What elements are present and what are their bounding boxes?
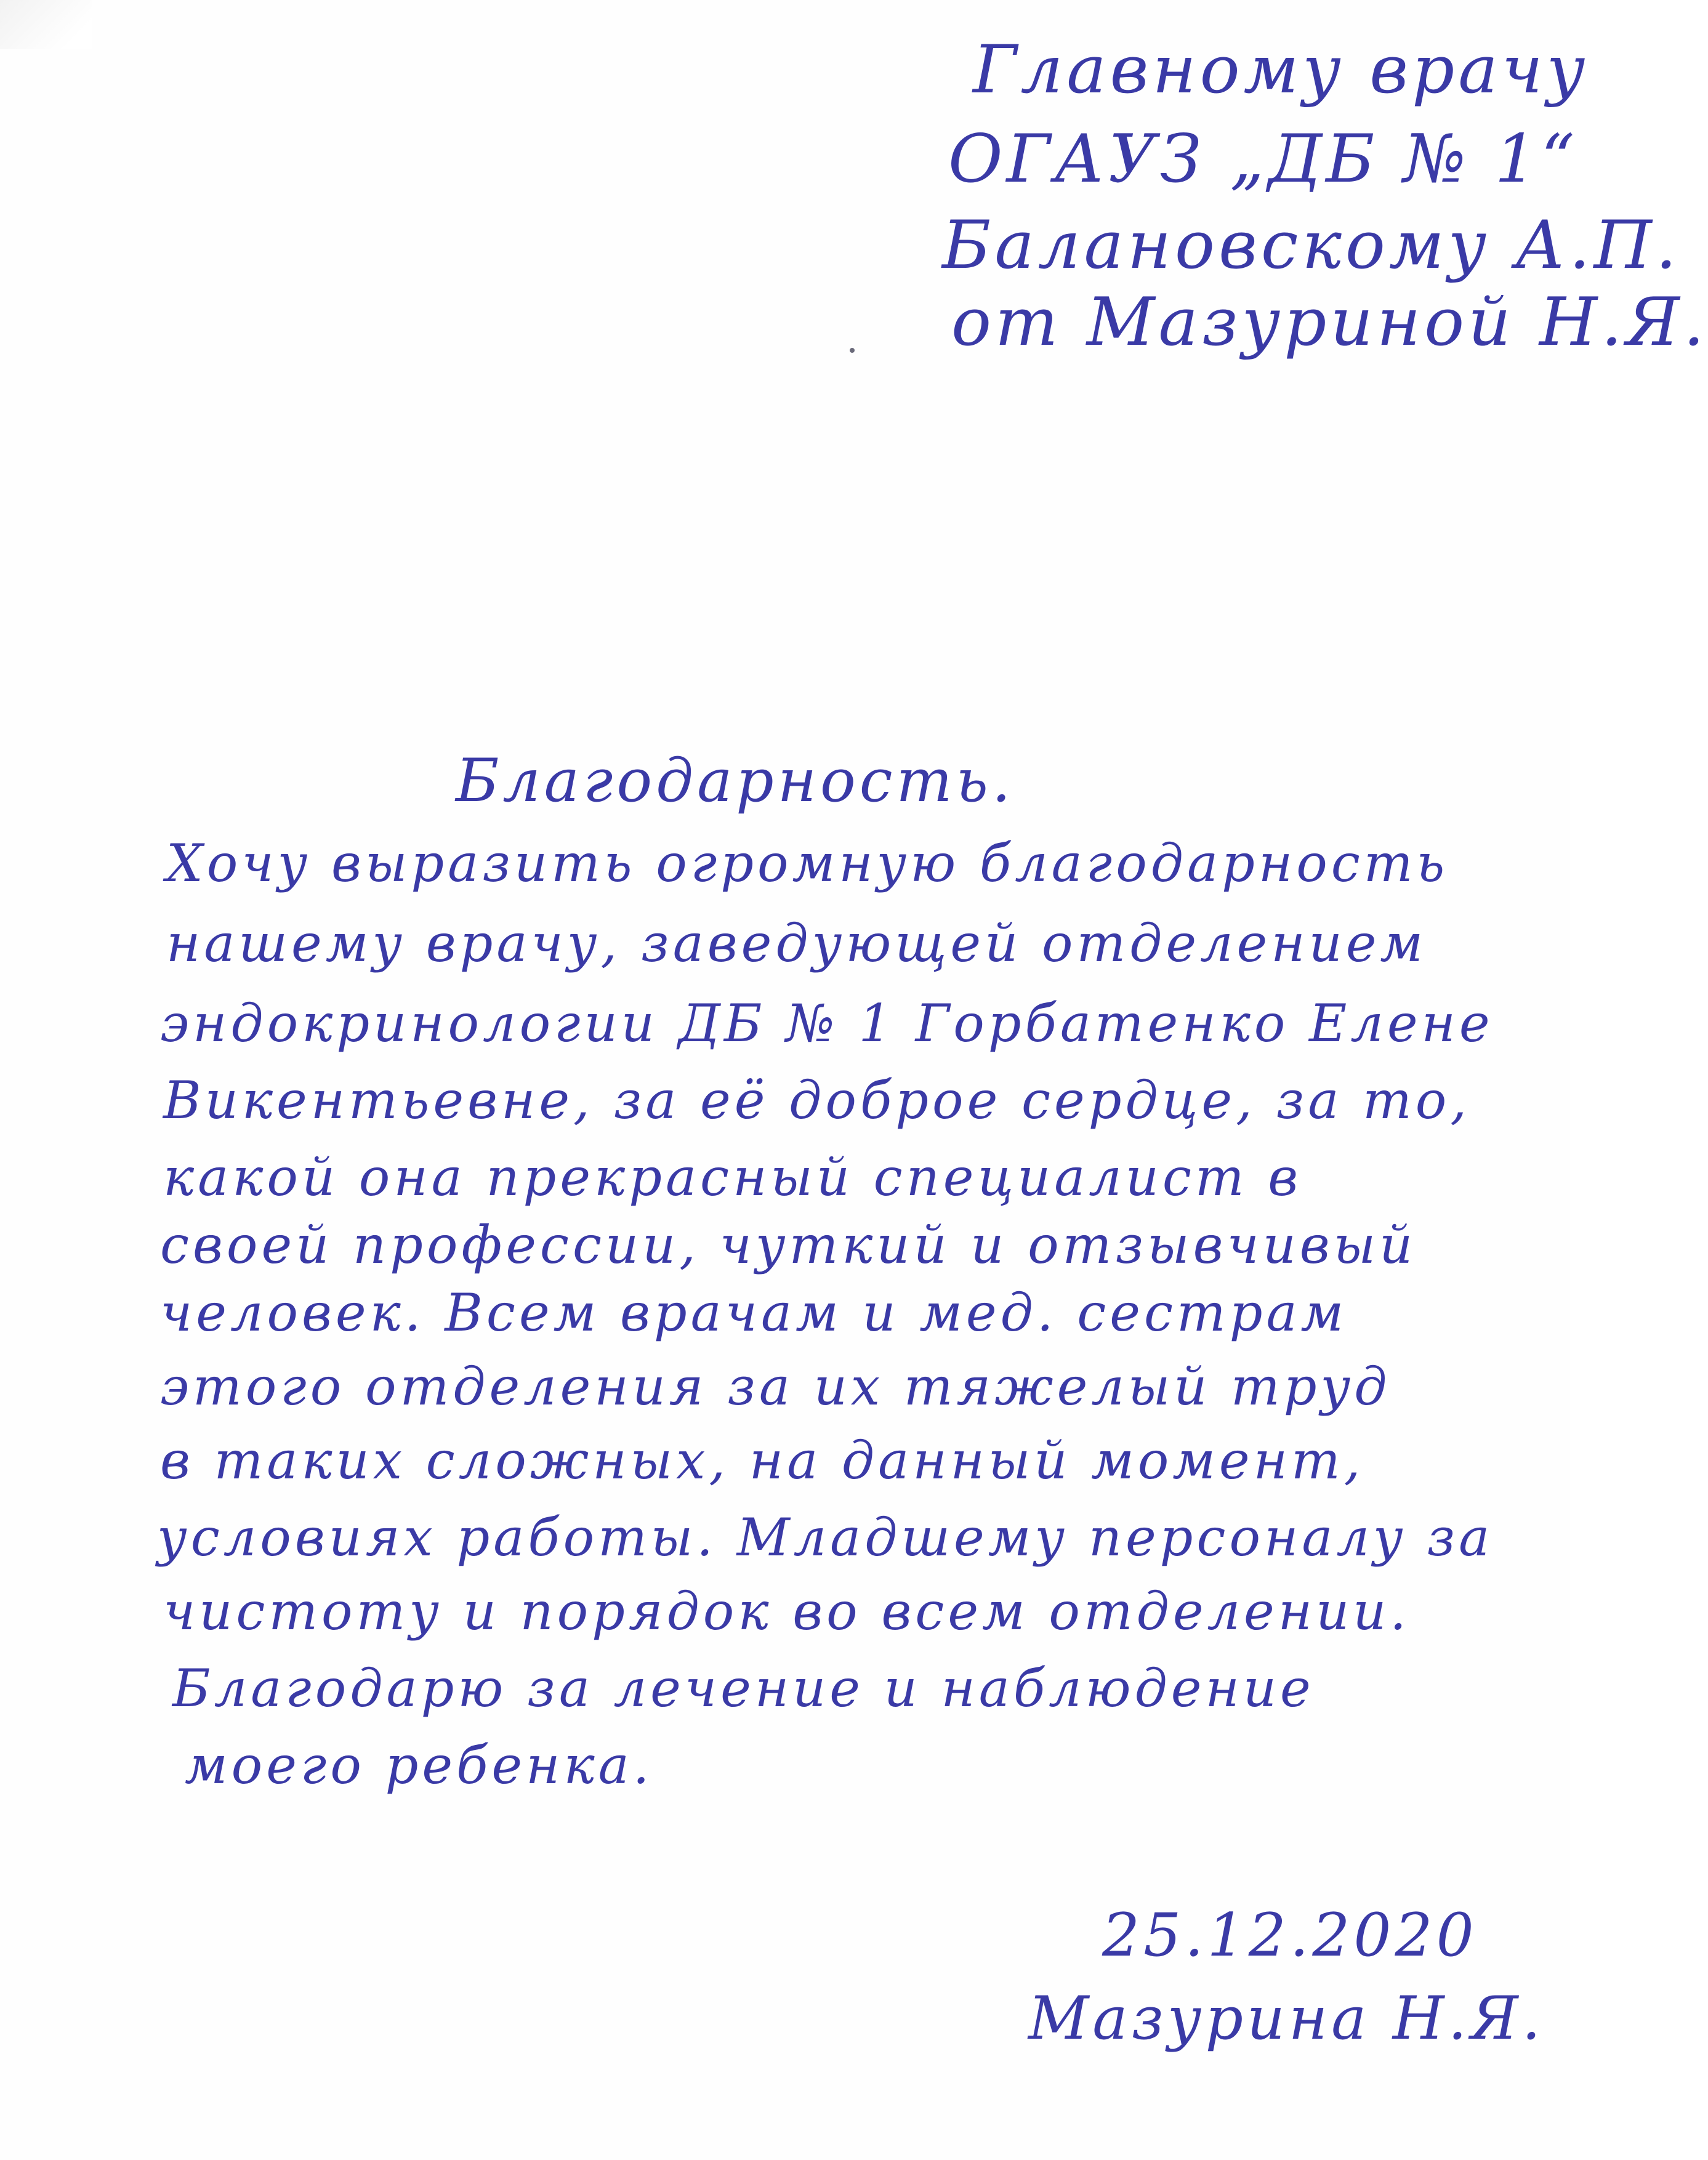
body-line-1: Хочу выразить огромную благодарность: [166, 833, 1449, 893]
address-line-3: Балановскому А.П.: [942, 207, 1681, 284]
body-line-9: в таких сложных, на данный момент,: [160, 1430, 1364, 1491]
address-line-4: от Мазуриной Н.Я.: [951, 284, 1708, 361]
body-line-12: Благодарю за лечение и наблюдение: [172, 1658, 1315, 1719]
address-line-1: Главному врачу: [973, 31, 1589, 108]
body-line-11: чистоту и порядок во всем отделении.: [163, 1581, 1410, 1642]
body-line-3: эндокринологии ДБ № 1 Горбатенко Елене: [160, 993, 1494, 1054]
letter-date: 25.12.2020: [1102, 1901, 1478, 1970]
body-line-5: какой она прекрасный специалист в: [163, 1147, 1302, 1207]
body-line-8: этого отделения за их тяжелый труд: [160, 1356, 1391, 1417]
body-line-10: условиях работы. Младшему персоналу за: [157, 1507, 1494, 1568]
body-line-4: Викентьевне, за её доброе сердце, за то,: [163, 1070, 1471, 1130]
body-line-13: моего ребенка.: [185, 1735, 653, 1795]
scan-corner-shadow: [0, 0, 92, 49]
address-line-2: ОГАУЗ „ДБ № 1“: [948, 121, 1579, 198]
body-line-2: нашему врачу, заведующей отделением: [166, 913, 1427, 973]
body-line-6: своей профессии, чуткий и отзывчивый: [160, 1215, 1417, 1275]
paper-speck: [850, 348, 855, 353]
body-line-7: человек. Всем врачам и мед. сестрам: [160, 1283, 1348, 1343]
letter-signature: Мазурина Н.Я.: [1028, 1984, 1545, 2053]
letter-title: Благодарность.: [456, 746, 1015, 815]
